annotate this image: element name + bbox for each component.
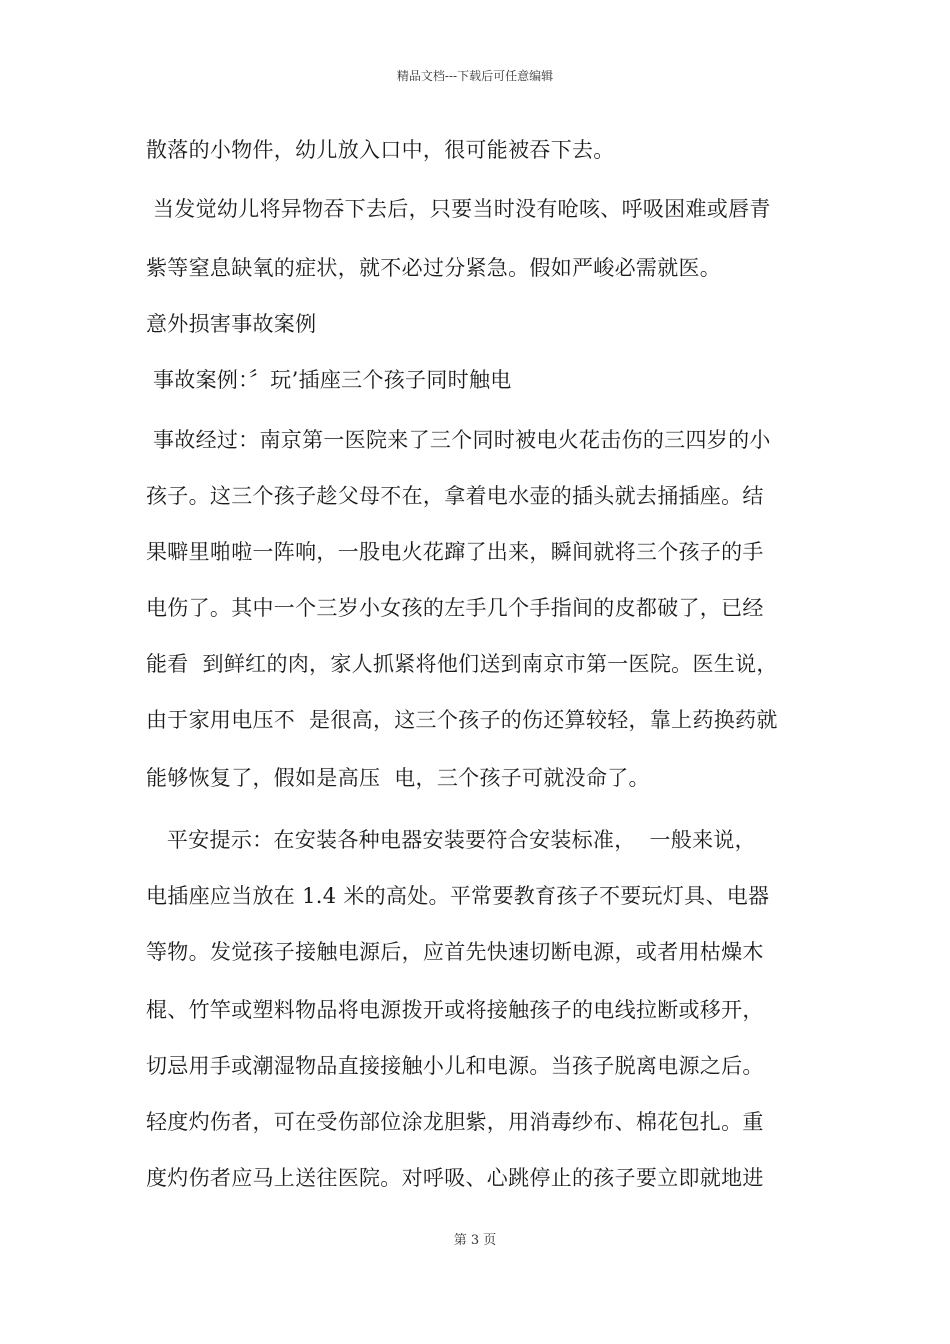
body-line: 电插座应当放在 1.4 米的高处。平常要教育孩子不要玩灯具、电器: [146, 884, 770, 908]
body-line: 散落的小物件，幼儿放入口中，很可能被吞下去。: [146, 138, 615, 162]
body-line: 平安提示：在安装各种电器安装要符合安装标准， 一般来说，: [146, 828, 756, 852]
body-line: 棍、竹竿或塑料物品将电源拨开或将接触孩子的电线拉断或移开，: [146, 998, 764, 1022]
page-header: 精品文档---下载后可任意编辑: [396, 69, 554, 83]
body-line: 能够恢复了，假如是高压 电，三个孩子可就没命了。: [146, 766, 650, 790]
body-line: 由于家用电压不 是很高，这三个孩子的伤还算较轻，靠上药换药就: [146, 708, 778, 732]
body-line: 紫等窒息缺氧的症状，就不必过分紧急。假如严峻必需就医。: [146, 256, 722, 280]
body-line: 轻度灼伤者，可在受伤部位涂龙胆紫，用消毒纱布、棉花包扎。重: [146, 1110, 764, 1134]
section-heading: 意外损害事故案例: [146, 312, 317, 336]
body-line: 孩子。这三个孩子趁父母不在，拿着电水壶的插头就去捅插座。结: [146, 484, 764, 508]
body-line: 事故经过：南京第一医院来了三个同时被电火花击伤的三四岁的小: [146, 428, 771, 452]
body-line: 能看 到鲜红的肉，家人抓紧将他们送到南京市第一医院。医生说，: [146, 652, 778, 676]
body-line: 等物。发觉孩子接触电源后，应首先快速切断电源，或者用枯燥木: [146, 940, 764, 964]
body-line: 电伤了。其中一个三岁小女孩的左手几个手指间的皮都破了，已经: [146, 596, 764, 620]
body-line: 度灼伤者应马上送往医院。对呼吸、心跳停止的孩子要立即就地进: [146, 1166, 764, 1190]
page-number: 第 3 页: [453, 1233, 497, 1248]
body-line: 切忌用手或潮湿物品直接接触小儿和电源。当孩子脱离电源之后。: [146, 1054, 764, 1078]
body-line: 事故案例：〞玩’插座三个孩子同时触电: [146, 368, 512, 392]
body-line: 当发觉幼儿将异物吞下去后，只要当时没有呛咳、呼吸困难或唇青: [146, 197, 771, 221]
body-line: 果噼里啪啦一阵响，一股电火花蹿了出来，瞬间就将三个孩子的手: [146, 540, 764, 564]
